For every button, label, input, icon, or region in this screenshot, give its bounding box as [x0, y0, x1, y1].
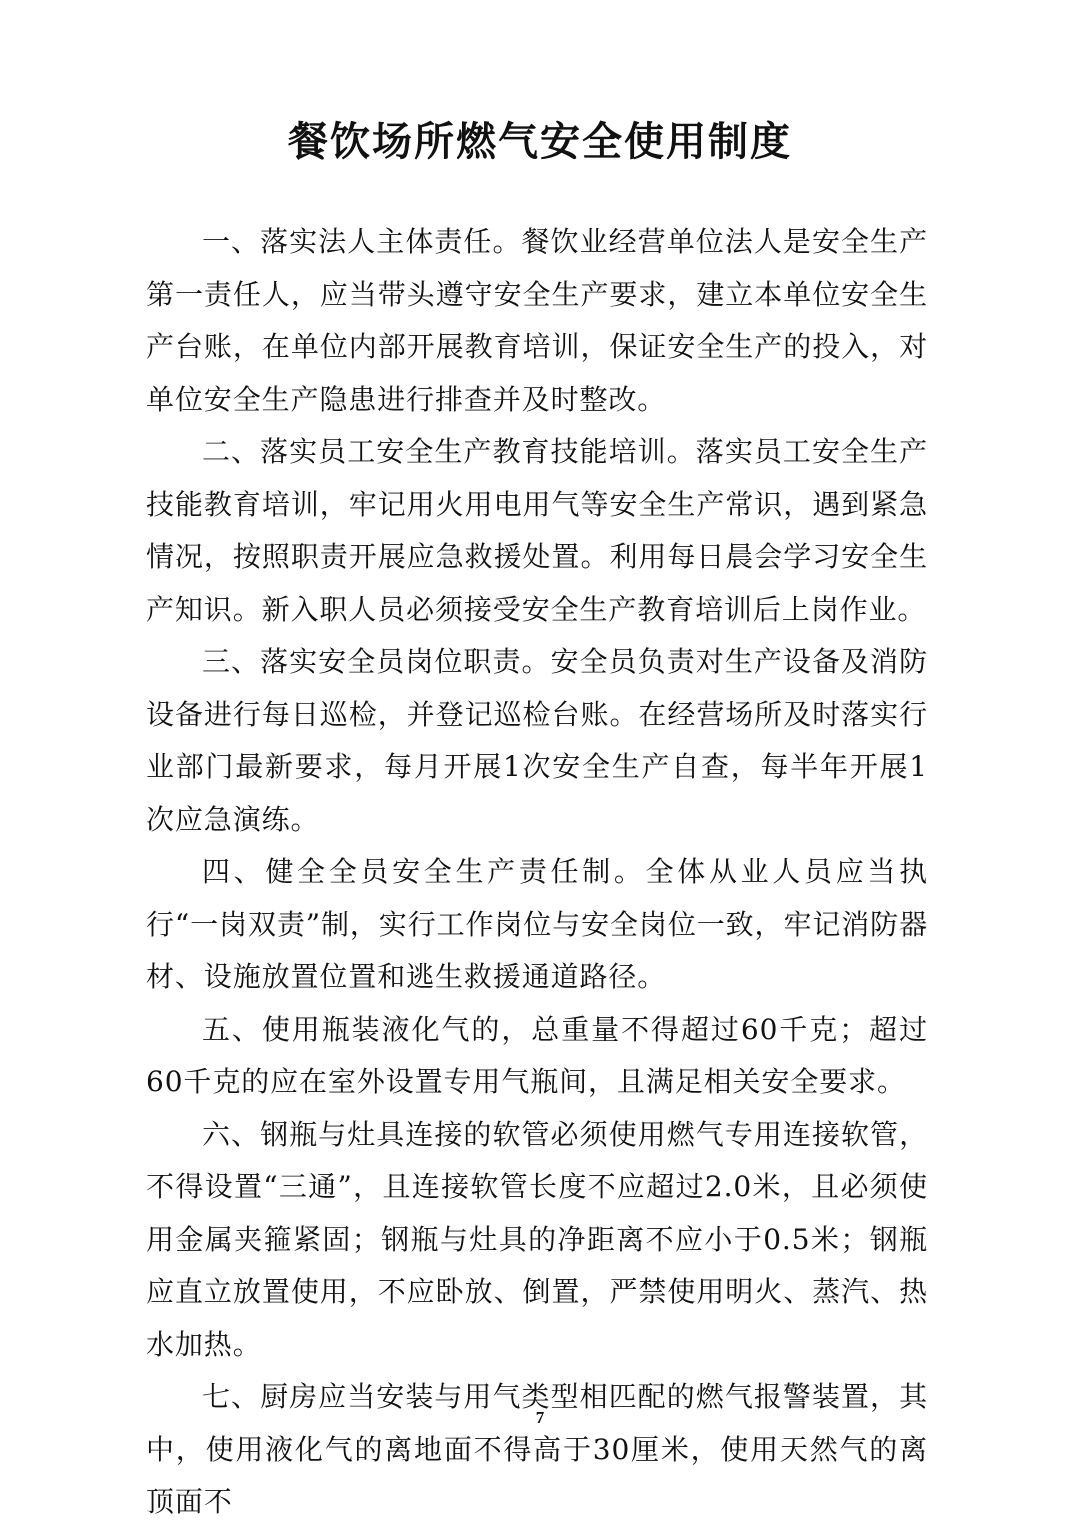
paragraph-4: 四、健全全员安全生产责任制。全体从业人员应当执行“一岗双责”制，实行工作岗位与安全岗位一致，牢记消防器材、设施放置位置和逃生救援通道路径。 [146, 855, 928, 993]
paragraph-5: 五、使用瓶装液化气的，总重量不得超过60千克；超过60千克的应在室外设置专用气瓶间，且满足相关安全要求。 [146, 1012, 928, 1098]
paragraph-6: 六、钢瓶与灶具连接的软管必须使用燃气专用连接软管，不得设置“三通”，且连接软管长度不应超过2.0米，且必须使用金属夹箍紧固；钢瓶与灶具的净距离不应小于0.5米；钢瓶应直立放置使用，不应卧放、倒置，严禁使用明火、蒸汽、热水加热。 [146, 1117, 928, 1361]
paragraph-2: 二、落实员工安全生产教育技能培训。落实员工安全生产技能教育培训，牢记用火用电用气等安全生产常识，遇到紧急情况，按照职责开展应急救援处置。利用每日晨会学习安全生产知识。新入职人员必须接受安全生产教育培训后上岗作业。 [146, 435, 928, 626]
document-title: 餐饮场所燃气安全使用制度 [288, 118, 792, 165]
document-body [146, 216, 928, 1529]
paragraph-1: 一、落实法人主体责任。餐饮业经营单位法人是安全生产第一责任人，应当带头遵守安全生产要求，建立本单位安全生产台账，在单位内部开展教育培训，保证安全生产的投入，对单位安全生产隐患进行排查并及时整改。 [146, 225, 928, 416]
page-number: 7 [535, 1408, 545, 1427]
paragraph-7: 七、厨房应当安装与用气类型相匹配的燃气报警装置，其中，使用液化气的离地面不得高于30厘米，使用天然气的离顶面不 [146, 1380, 928, 1518]
paragraph-3: 三、落实安全员岗位职责。安全员负责对生产设备及消防设备进行每日巡检，并登记巡检台账。在经营场所及时落实行业部门最新要求，每月开展1次安全生产自查，每半年开展1次应急演练。 [146, 645, 928, 836]
